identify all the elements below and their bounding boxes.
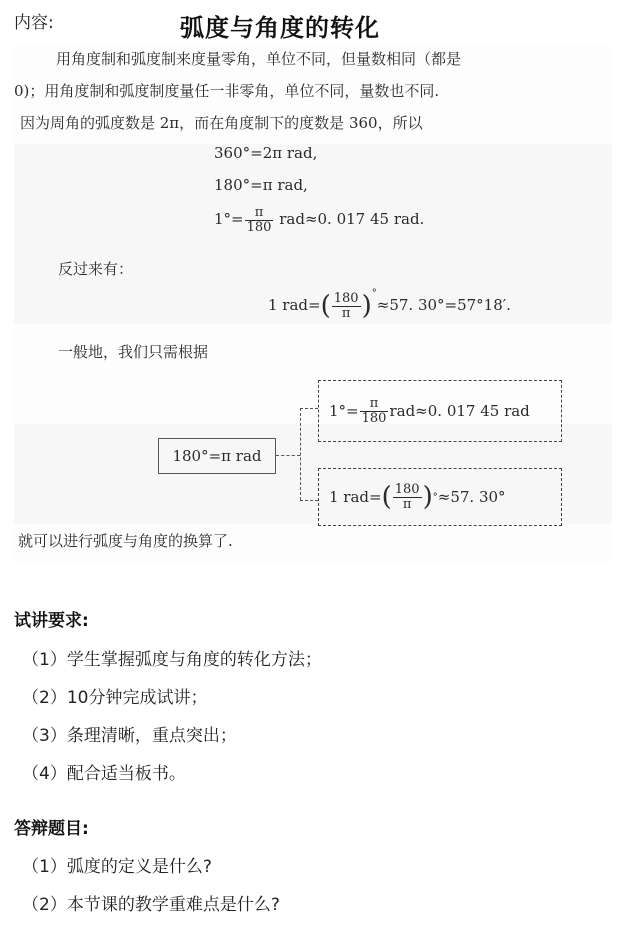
- requirement-item: （1）学生掌握弧度与角度的转化方法；: [22, 650, 322, 670]
- connector-line: [300, 408, 301, 500]
- defense-heading: 答辩题目:: [14, 819, 89, 839]
- defense-item: （1）弧度的定义是什么?: [22, 857, 212, 877]
- fraction: [393, 483, 422, 511]
- fraction-numerator: 180: [394, 481, 420, 497]
- textbook-scan: [14, 44, 612, 564]
- equation-one-rad: [268, 288, 511, 321]
- fraction: [332, 292, 361, 320]
- fraction: [360, 397, 389, 425]
- left-paren: (: [381, 482, 392, 512]
- reverse-text: 反过来有：: [58, 260, 134, 278]
- conclusion-text: 就可以进行弧度与角度的换算了.: [18, 532, 233, 550]
- bottom-dashed-box: [318, 468, 562, 526]
- left-paren: (: [320, 291, 331, 321]
- scan-line-2: 0)；用角度制和弧度制度量任一非零角，单位不同，量数也不同.: [14, 82, 440, 100]
- fraction: [245, 206, 274, 234]
- page-title: 弧度与角度的转化: [180, 14, 380, 42]
- right-paren: ): [361, 291, 372, 321]
- eq-text: rad≈0. 017 45 rad.: [279, 210, 425, 229]
- degree-mark: °: [371, 288, 377, 299]
- defense-item: （2）本节课的教学重难点是什么?: [22, 895, 280, 915]
- equation-one-degree: [214, 206, 424, 234]
- connector-line: [276, 455, 300, 456]
- requirement-item: （3）条理清晰，重点突出；: [22, 726, 237, 746]
- content-label: 内容:: [14, 13, 54, 33]
- scan-line-3: 因为周角的弧度数是 2π，而在角度制下的度数是 360，所以: [20, 114, 423, 132]
- fraction-denominator: 180: [246, 219, 272, 235]
- equation-180: 180°=π rad,: [214, 176, 308, 194]
- requirements-heading: 试讲要求:: [14, 611, 89, 631]
- degree-mark: °: [432, 491, 438, 503]
- equation-360: 360°=2π rad,: [214, 144, 318, 162]
- eq-text: 1°=: [214, 210, 244, 229]
- connector-line: [300, 408, 318, 409]
- requirement-item: （4）配合适当板书。: [22, 764, 186, 784]
- fraction-denominator: π: [402, 496, 412, 512]
- center-formula-box: 180°=π rad: [158, 438, 276, 474]
- eq-text: 1 rad=: [329, 488, 382, 506]
- eq-text: 1 rad=: [268, 296, 321, 314]
- scan-line-1: 用角度制和弧度制来度量零角，单位不同，但量数相同（都是: [56, 50, 462, 68]
- fraction-denominator: 180: [361, 410, 387, 426]
- fraction-numerator: π: [360, 397, 389, 412]
- general-text: 一般地，我们只需根据: [58, 343, 209, 361]
- eq-text: rad≈0. 017 45 rad: [389, 402, 530, 420]
- eq-text: ≈57. 30°=57°18′.: [376, 296, 511, 314]
- top-dashed-box: [318, 380, 562, 442]
- right-paren: ): [422, 482, 433, 512]
- fraction-denominator: π: [341, 305, 351, 321]
- eq-text: ≈57. 30°: [437, 488, 506, 506]
- fraction-numerator: 180: [333, 290, 359, 306]
- eq-text: 1°=: [329, 402, 359, 420]
- fraction-numerator: π: [245, 206, 274, 221]
- requirement-item: （2）10分钟完成试讲；: [22, 688, 208, 708]
- connector-line: [300, 500, 318, 501]
